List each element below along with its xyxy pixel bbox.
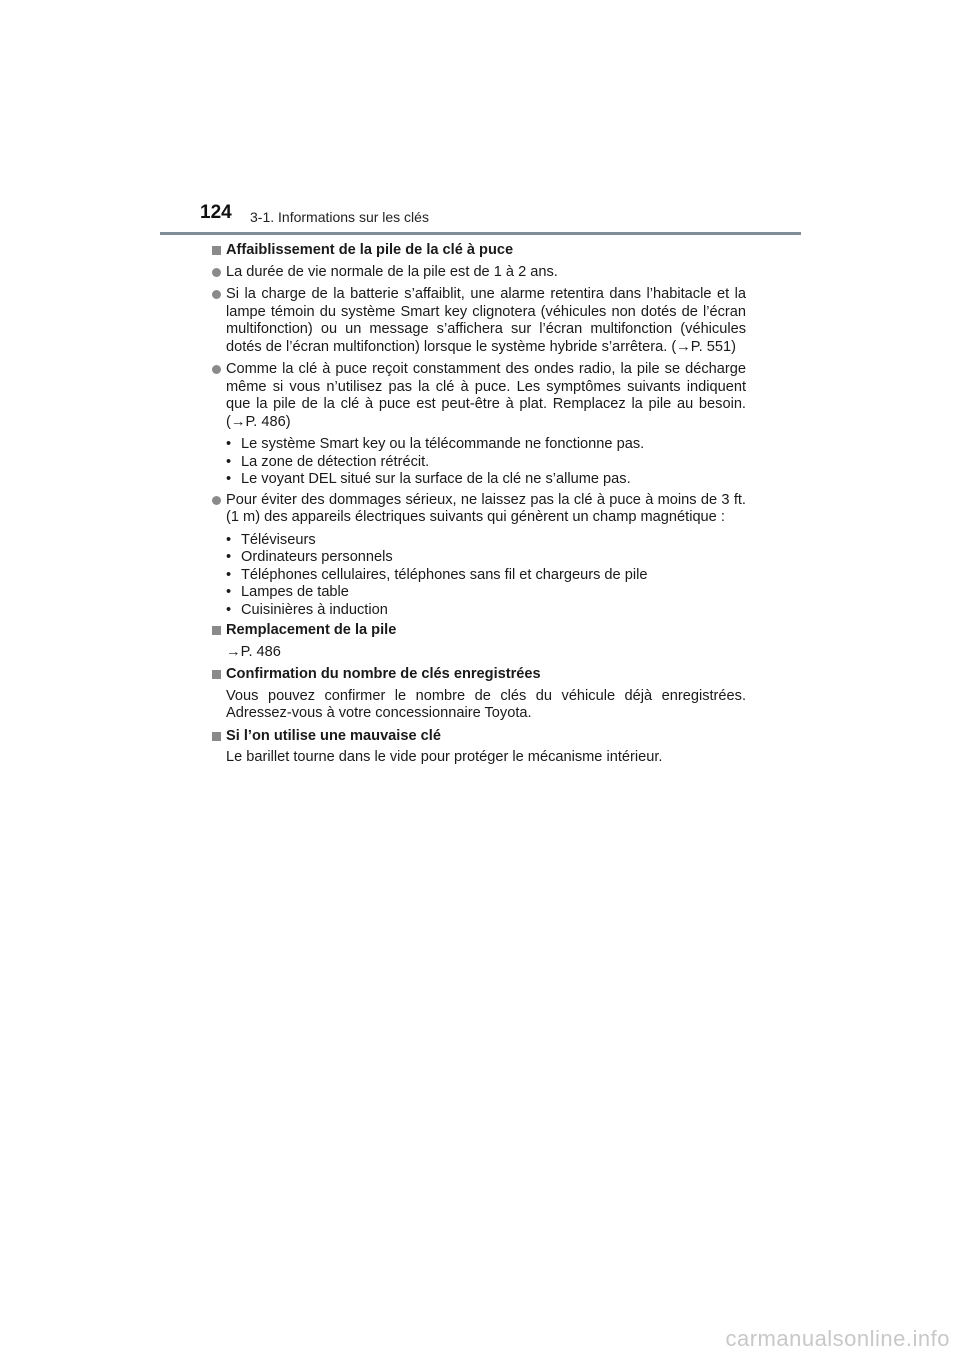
sub-list-item: • Téléviseurs <box>226 531 316 548</box>
sub-item-text: Le voyant DEL situé sur la surface de la clé ne s’allume pas. <box>241 471 631 487</box>
heading-text: Confirmation du nombre de clés enregistrées <box>226 666 541 682</box>
list-item <box>212 264 746 282</box>
list-item <box>212 286 746 356</box>
circle-bullet-icon <box>212 496 221 505</box>
sub-item-text: Le système Smart key ou la télécommande ne fonctionne pas. <box>241 436 645 452</box>
section-heading <box>212 728 746 746</box>
section-text: Vous pouvez confirmer le nombre de clés du véhicule déjà enregistrées. Adressez-vous à votre concessionnaire Toyota. <box>226 687 746 721</box>
sub-list-item: • Le système Smart key ou la télécommande ne fonctionne pas. <box>226 436 645 452</box>
sub-list <box>212 436 746 489</box>
sub-list-item: • Le voyant DEL situé sur la surface de la clé ne s’allume pas. <box>226 471 631 487</box>
bullet-text: Comme la clé à puce reçoit constamment des ondes radio, la pile se décharge même si vous n’utilisez pas la clé à puce. Les symptômes suivants indiquent que la pile de la clé à puce est peut-être à plat. Remplacez la pile au besoin. (→P. 486) <box>226 361 746 430</box>
page-header <box>0 0 960 240</box>
sub-list-item: • Téléphones cellulaires, téléphones sans fil et chargeurs de pile <box>226 566 648 583</box>
sub-list-item: • Cuisinières à induction <box>226 601 388 618</box>
list-item <box>212 361 746 431</box>
sub-list-item: • Lampes de table <box>226 584 349 600</box>
section-heading <box>212 622 746 640</box>
sub-item-text: Cuisinières à induction <box>241 601 388 618</box>
page-number: 124 <box>200 202 232 223</box>
sub-item-text: Lampes de table <box>241 584 349 600</box>
circle-bullet-icon <box>212 268 221 277</box>
square-bullet-icon <box>212 732 221 741</box>
square-bullet-icon <box>212 626 221 635</box>
section-heading <box>212 666 746 684</box>
section-text: Le barillet tourne dans le vide pour protéger le mécanisme intérieur. <box>226 749 663 765</box>
sub-list-item: • Ordinateurs personnels <box>226 549 393 565</box>
sub-item-text: Ordinateurs personnels <box>241 549 393 565</box>
circle-bullet-icon <box>212 365 221 374</box>
sub-item-text: Téléviseurs <box>241 531 316 548</box>
header-rule <box>160 232 801 235</box>
square-bullet-icon <box>212 670 221 679</box>
sub-item-text: La zone de détection rétrécit. <box>241 453 430 470</box>
section-text: →P. 486 <box>226 643 281 660</box>
section-heading <box>212 242 746 260</box>
square-bullet-icon <box>212 246 221 255</box>
sub-list-item: • La zone de détection rétrécit. <box>226 453 430 470</box>
sub-list <box>212 532 746 620</box>
section-title: 3-1. Informations sur les clés <box>250 209 429 225</box>
list-item <box>212 492 746 527</box>
page-content <box>212 242 746 772</box>
bullet-text: La durée de vie normale de la pile est de 1 à 2 ans. <box>226 263 558 280</box>
circle-bullet-icon <box>212 290 221 299</box>
heading-text: Si l’on utilise une mauvaise clé <box>226 727 441 744</box>
bullet-text: Si la charge de la batterie s’affaiblit, une alarme retentira dans l’habitacle et la lampe témoin du système Smart key clignotera (véhicules non dotés de l’écran multifonction) ou un message s’affichera sur l’écran multifonction (véhicules dotés de l’écran multifonction) lorsque le système hybride s’arrêtera. (→P. 551) <box>226 286 746 355</box>
heading-text: Affaiblissement de la pile de la clé à puce <box>226 242 514 258</box>
sub-item-text: Téléphones cellulaires, téléphones sans fil et chargeurs de pile <box>241 566 648 583</box>
bullet-text: Pour éviter des dommages sérieux, ne laissez pas la clé à puce à moins de 3 ft. (1 m) des appareils électriques suivants qui génèrent un champ magnétique : <box>226 491 746 525</box>
watermark: carmanualsonline.info <box>725 1326 950 1351</box>
heading-text: Remplacement de la pile <box>226 622 397 638</box>
